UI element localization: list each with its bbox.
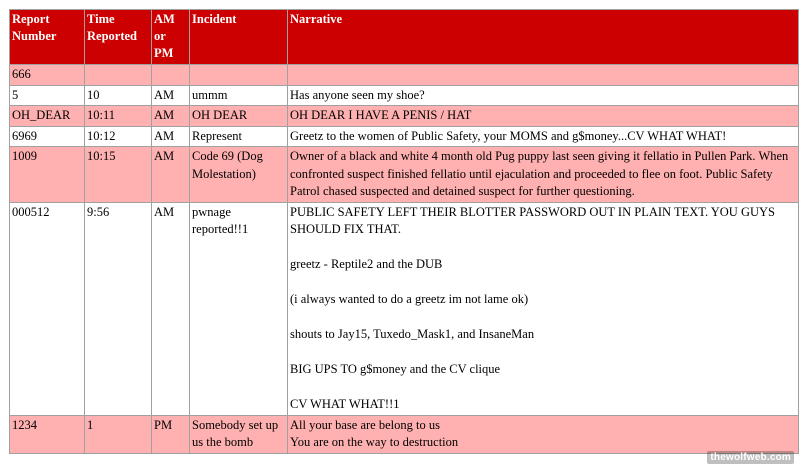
- time-reported-cell: 9:56: [85, 203, 151, 415]
- site-watermark: thewolfweb.com: [707, 451, 794, 464]
- table-row: [10, 203, 798, 415]
- incident-cell: Represent: [190, 127, 287, 147]
- am-pm-cell: AM: [152, 203, 189, 415]
- incident-cell: [190, 65, 287, 85]
- am-pm-cell: AM: [152, 127, 189, 147]
- narrative-cell: [288, 416, 798, 453]
- narrative-cell: [288, 147, 798, 202]
- col-header-incident: Incident: [190, 10, 287, 64]
- narrative-paragraph: Has anyone seen my shoe?: [290, 87, 425, 102]
- report-number-cell: 5: [10, 86, 84, 106]
- report-number-cell: 6969: [10, 127, 84, 147]
- table-row: [10, 147, 798, 202]
- narrative-paragraph: PUBLIC SAFETY LEFT THEIR BLOTTER PASSWORD OUT IN PLAIN TEXT. YOU GUYS SHOULD FIX THAT.: [290, 204, 775, 236]
- table-header-row: [10, 10, 798, 64]
- narrative-paragraph: shouts to Jay15, Tuxedo_Mask1, and InsaneMan: [290, 327, 535, 341]
- narrative-cell: [288, 65, 798, 85]
- table-row: [10, 416, 798, 453]
- table-row: [10, 127, 798, 147]
- narrative-cell: [288, 203, 798, 415]
- am-pm-cell: AM: [152, 106, 189, 126]
- time-reported-cell: 10: [85, 86, 151, 106]
- am-pm-cell: PM: [152, 416, 189, 453]
- narrative-paragraph: (i always wanted to do a greetz im not lame ok): [290, 292, 529, 306]
- time-reported-cell: 10:12: [85, 127, 151, 147]
- police-blotter-table: [9, 9, 799, 454]
- col-header-report-number: Report Number: [10, 10, 84, 64]
- report-number-cell: 666: [10, 65, 84, 85]
- time-reported-cell: [85, 65, 151, 85]
- report-number-cell: 000512: [10, 203, 84, 415]
- narrative-paragraph: You are on the way to destruction: [290, 435, 459, 449]
- report-number-cell: OH_DEAR: [10, 106, 84, 126]
- narrative-paragraph: Greetz to the women of Public Safety, your MOMS and g$money...CV WHAT WHAT!: [290, 128, 727, 143]
- col-header-time-reported: Time Reported: [85, 10, 151, 64]
- blotter-table-wrap: [9, 9, 799, 454]
- table-row: [10, 106, 798, 126]
- am-pm-cell: AM: [152, 147, 189, 202]
- incident-cell: pwnage reported!!1: [190, 203, 287, 415]
- report-number-cell: 1234: [10, 416, 84, 453]
- time-reported-cell: 1: [85, 416, 151, 453]
- narrative-paragraph: CV WHAT WHAT!!1: [290, 397, 400, 411]
- incident-cell: Code 69 (Dog Molestation): [190, 147, 287, 202]
- am-pm-cell: AM: [152, 86, 189, 106]
- narrative-cell: [288, 86, 798, 106]
- narrative-cell: [288, 106, 798, 126]
- narrative-paragraph: OH DEAR I HAVE A PENIS / HAT: [290, 108, 472, 122]
- col-header-am-pm: AM or PM: [152, 10, 189, 64]
- time-reported-cell: 10:15: [85, 147, 151, 202]
- am-pm-cell: [152, 65, 189, 85]
- table-body: [10, 65, 798, 453]
- col-header-narrative: Narrative: [288, 10, 798, 64]
- narrative-cell: [288, 127, 798, 147]
- table-row: [10, 65, 798, 85]
- narrative-paragraph: BIG UPS TO g$money and the CV clique: [290, 362, 501, 376]
- narrative-paragraph: greetz - Reptile2 and the DUB: [290, 257, 443, 271]
- narrative-paragraph: Owner of a black and white 4 month old Pug puppy last seen giving it fellatio in Pullen Park. When confronted suspect finished fellatio until ejaculation and proceeded to flee on foot. Public Safety Patrol chased suspected and detained suspect for further questioning.: [290, 149, 789, 198]
- narrative-paragraph: All your base are belong to us: [290, 417, 440, 432]
- report-number-cell: 1009: [10, 147, 84, 202]
- incident-cell: OH DEAR: [190, 106, 287, 126]
- incident-cell: ummm: [190, 86, 287, 106]
- time-reported-cell: 10:11: [85, 106, 151, 126]
- incident-cell: Somebody set up us the bomb: [190, 416, 287, 453]
- table-row: [10, 86, 798, 106]
